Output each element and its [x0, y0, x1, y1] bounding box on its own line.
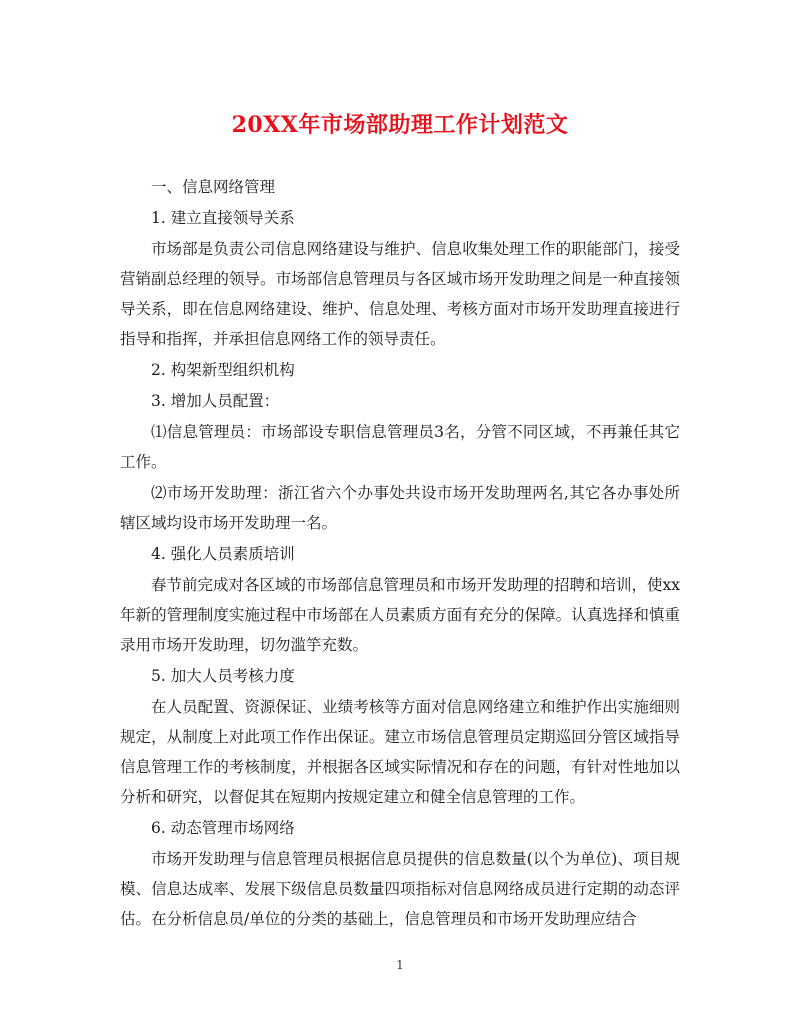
page-number: 1	[396, 958, 404, 972]
subsection-heading: 4. 强化人员素质培训	[151, 545, 295, 563]
page-title: 20XX年市场部助理工作计划范文	[231, 112, 569, 138]
body-paragraph: 市场部是负责公司信息网络建设与维护、信息收集处理工作的职能部门，接受营销副总经理的领导。市场部信息管理员与各区域市场开发助理之间是一种直接领导关系，即在信息网络建设、维护、信息处理、考核方面对市场开发助理直接进行指导和指挥，并承担信息网络工作的领导责任。	[120, 240, 680, 348]
document-body	[120, 172, 680, 934]
subsection-heading: 6. 动态管理市场网络	[151, 819, 295, 837]
subsection-heading: 3. 增加人员配置：	[151, 392, 280, 410]
subsection-heading: 2. 构架新型组织机构	[151, 361, 295, 379]
body-paragraph: ⑴信息管理员：市场部设专职信息管理员3名，分管不同区域，不再兼任其它工作。	[120, 423, 680, 471]
body-paragraph: 市场开发助理与信息管理员根据信息员提供的信息数量(以个为单位)、项目规模、信息达成率、发展下级信息员数量四项指标对信息网络成员进行定期的动态评估。在分析信息员/单位的分类的基础上，信息管理员和市场开发助理应结合	[120, 850, 680, 928]
subsection-heading: 1. 建立直接领导关系	[151, 209, 295, 227]
body-paragraph: 春节前完成对各区域的市场部信息管理员和市场开发助理的招聘和培训，使xx年新的管理制度实施过程中市场部在人员素质方面有充分的保障。认真选择和慎重录用市场开发助理，切勿滥竽充数。	[120, 576, 680, 654]
body-paragraph: ⑵市场开发助理：浙江省六个办事处共设市场开发助理两名,其它各办事处所辖区域均设市场开发助理一名。	[120, 484, 680, 532]
subsection-heading: 5. 加大人员考核力度	[151, 667, 295, 685]
section-heading: 一、信息网络管理	[151, 178, 276, 196]
body-paragraph: 在人员配置、资源保证、业绩考核等方面对信息网络建立和维护作出实施细则规定，从制度上对此项工作作出保证。建立市场信息管理员定期巡回分管区域指导信息管理工作的考核制度，并根据各区域实际情况和存在的问题，有针对性地加以分析和研究，以督促其在短期内按规定建立和健全信息管理的工作。	[120, 698, 680, 806]
